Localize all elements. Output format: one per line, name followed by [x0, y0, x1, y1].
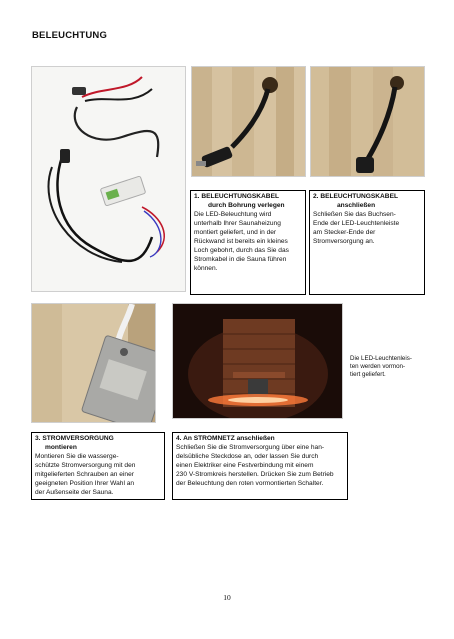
step1-title: 1. BELEUCHTUNGSKABEL: [194, 193, 279, 200]
step4-line: 230 V-Stromkreis herstellen. Drücken Sie zum Betrieb: [176, 470, 334, 478]
step4-line: einen Elektriker eine Festverbindung mit einem: [176, 461, 314, 469]
step4-line: der Beleuchtung den roten vormontierten Schalter.: [176, 479, 324, 487]
step1-line: montiert geliefert, und in der: [194, 228, 277, 236]
led-note: [350, 355, 428, 380]
step2-line: Schließen Sie das Buchsen-: [313, 210, 396, 218]
sauna-interior-photo: [172, 303, 343, 419]
step2-subtitle: anschließen: [337, 201, 376, 209]
cable-connected-photo: [310, 66, 425, 177]
step2-line: Stromversorgung an.: [313, 237, 375, 245]
step3-line: der Außenseite der Sauna.: [35, 488, 114, 496]
step1-line: können.: [194, 264, 218, 272]
step3-line: schützte Stromversorgung mit den: [35, 461, 136, 469]
step3-line: mitgelieferten Schrauben an einer: [35, 470, 134, 478]
step1-box: [190, 190, 306, 295]
page-heading: BELEUCHTUNG: [32, 30, 108, 41]
step1-line: Die LED-Beleuchtung wird: [194, 210, 272, 218]
power-supply-cables-photo: [31, 66, 186, 292]
step1-line: Rückwand ist bereits ein kleines: [194, 237, 288, 245]
step4-box: [172, 432, 348, 500]
step2-title: 2. BELEUCHTUNGSKABEL: [313, 193, 398, 200]
step2-line: Ende der LED-Leuchtenleiste: [313, 219, 400, 227]
step1-line: Loch gebohrt, durch das Sie das: [194, 246, 289, 254]
step3-box: [31, 432, 165, 500]
step2-line: am Stecker-Ende der: [313, 228, 376, 236]
page-number: 10: [223, 593, 231, 602]
step1-line: unterhalb Ihrer Saunaheizung: [194, 219, 281, 227]
step3-title: 3. STROMVERSORGUNG: [35, 435, 114, 442]
step4-title: 4. An STROMNETZ anschließen: [176, 435, 275, 442]
led-note-line: tiert geliefert.: [350, 371, 386, 379]
step3-line: geeigneten Position Ihrer Wahl an: [35, 479, 135, 487]
step4-line: delsübliche Steckdose an, oder lassen Sie durch: [176, 452, 319, 460]
power-supply-mounted-photo: [31, 303, 156, 423]
step1-subtitle: durch Bohrung verlegen: [208, 201, 285, 209]
step3-subtitle: montieren: [45, 443, 77, 451]
step1-line: Stromkabel in die Sauna führen: [194, 255, 287, 263]
led-note-line: ten werden vormon-: [350, 363, 406, 371]
step3-line: Montieren Sie die wasserge-: [35, 452, 119, 460]
led-note-line: Die LED-Leuchtenleis-: [350, 355, 412, 362]
step2-box: [309, 190, 425, 295]
cable-through-hole-photo: [191, 66, 306, 177]
step4-line: Schließen Sie die Stromversorgung über eine han-: [176, 443, 325, 451]
